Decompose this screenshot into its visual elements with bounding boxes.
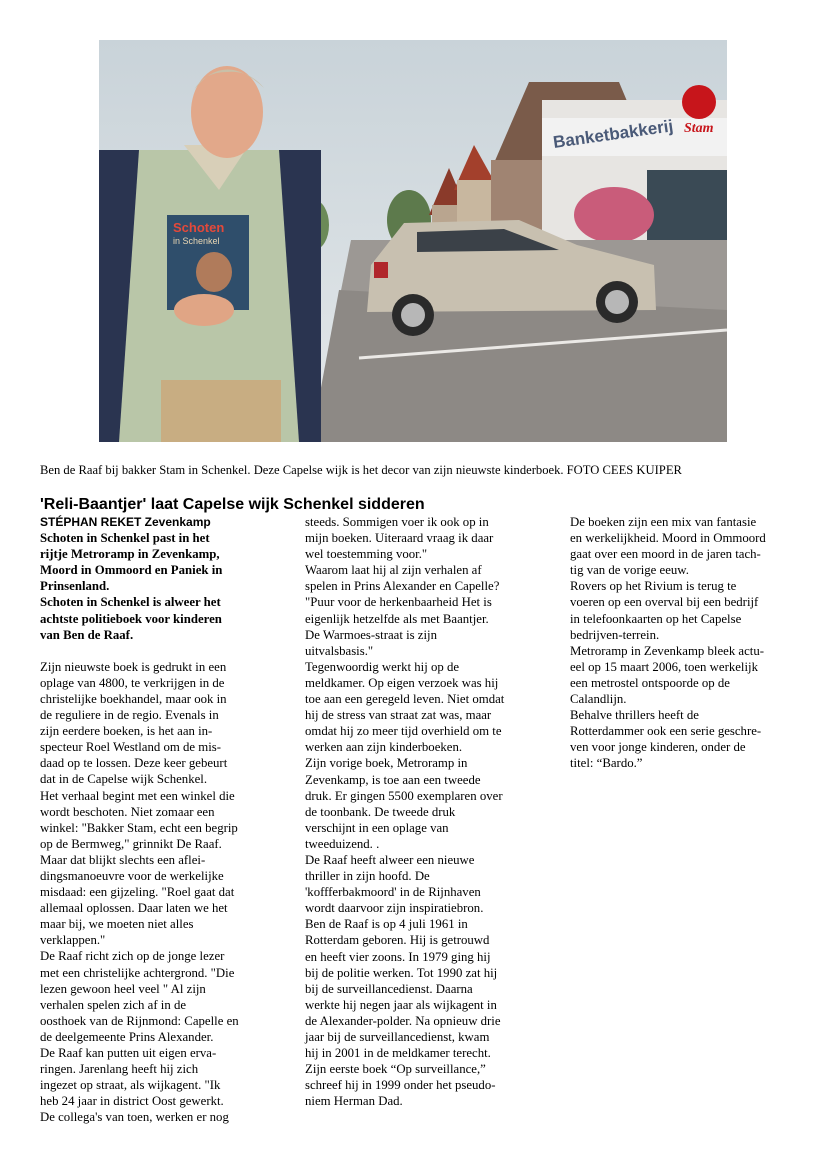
body-line: allemaal oplossen. Daar laten we het <box>40 901 228 916</box>
body-line: verschijnt in een oplage van <box>305 820 449 835</box>
body-line: De Warmoes-straat is zijn <box>305 627 437 642</box>
article-column-3 <box>570 514 795 772</box>
body-line: op de Bermweg," grinnikt De Raaf. <box>40 836 222 851</box>
body-line: zijn eerdere boeken, is het aan in- <box>40 724 213 739</box>
body-line: oplage van 4800, te verkrijgen in de <box>40 675 225 690</box>
body-line: 'koffferbakmoord' in de Rijnhaven <box>305 885 481 900</box>
body-line: dingsmanoeuvre voor de werkelijke <box>40 868 224 883</box>
book-subtitle: in Schenkel <box>173 236 220 246</box>
body-line: jaar bij de surveillancedienst, kwam <box>305 1030 490 1044</box>
body-line: misdaad: een gijzeling. "Roel gaat dat <box>40 885 235 900</box>
body-line: eigenlijk hetzelfde als met Baantjer. <box>305 611 489 626</box>
body-line: titel: “Bardo.” <box>570 756 643 771</box>
body-line: hij in 2001 in de meldkamer terecht. <box>305 1046 491 1061</box>
body-line: de Alexander-polder. Na opnieuw drie <box>305 1013 501 1028</box>
body-line: ingezet op straat, als wijkagent. "Ik <box>40 1078 221 1093</box>
body-line: Calandlijn. <box>570 692 627 707</box>
body-line: bedrijven-terrein. <box>570 627 660 642</box>
body-line: Zijn eerste boek “Op surveillance,” <box>305 1062 486 1077</box>
body-line: Ben de Raaf is op 4 juli 1961 in <box>305 917 468 932</box>
body-line: "Puur voor de herkenbaarheid Het is <box>305 595 492 610</box>
photo-illustration <box>99 40 727 442</box>
byline: STÉPHAN REKET Zevenkamp <box>40 515 211 529</box>
body-line: schreef hij in 1999 onder het pseudo- <box>305 1078 496 1093</box>
body-line: dat in de Capelse wijk Schenkel. <box>40 772 208 787</box>
body-line: lezen gewoon heel veel " Al zijn <box>40 981 206 996</box>
body-line: mijn boeken. Uiteraard vraag ik daar <box>305 531 494 546</box>
body-line: daad op te lossen. Deze keer gebeurt <box>40 756 228 771</box>
body-line: wordt daarvoor zijn inspiratiebron. <box>305 901 484 916</box>
body-line: meldkamer. Op eigen verzoek was hij <box>305 675 499 690</box>
body-line: Behalve thrillers heeft de <box>570 708 699 723</box>
article-column-2 <box>305 514 530 1109</box>
body-line: niem Herman Dad. <box>305 1094 403 1109</box>
body-line: bij de surveillancedienst. Daarna <box>305 981 473 996</box>
lead-line: van Ben de Raaf. <box>40 627 134 642</box>
body-line: Tegenwoordig werkt hij op de <box>305 659 460 674</box>
article-headline: 'Reli-Baantjer' laat Capelse wijk Schenkel sidderen <box>40 496 425 513</box>
body-line: christelijke boekhandel, maar ook in <box>40 691 227 706</box>
body-line: oosthoek van de Rijnmond: Capelle en <box>40 1013 239 1028</box>
body-line: ringen. Jarenlang heeft hij zich <box>40 1062 199 1077</box>
body-line: druk. Er gingen 5500 exemplaren over <box>305 788 503 803</box>
body-line: De collega's van toen, werken er nog <box>40 1110 229 1125</box>
body-line: met een christelijke achtergrond. "Die <box>40 965 235 980</box>
body-line: gaat over een moord in de jaren tach- <box>570 547 761 562</box>
article-column-1 <box>40 514 265 1125</box>
body-line: de reguliere in de regio. Evenals in <box>40 708 219 723</box>
lead-line: Schoten in Schenkel past in het <box>40 531 210 546</box>
body-line: thriller in zijn hoofd. De <box>305 869 430 884</box>
lead-line: Prinsenland. <box>40 579 110 594</box>
body-line: en heeft vier zoons. In 1979 ging hij <box>305 949 491 964</box>
body-line: Waarom laat hij al zijn verhalen af <box>305 563 482 578</box>
body-line: werkte hij negen jaar als wijkagent in <box>305 997 497 1012</box>
article-photo <box>99 40 727 442</box>
body-line: in telefoonkaarten op het Capelse <box>570 611 742 626</box>
lead-line: Schoten in Schenkel is alweer het <box>40 595 221 610</box>
body-line: een metrostel ontspoorde op de <box>570 675 730 690</box>
body-line: werken aan zijn kinderboeken. <box>305 740 463 755</box>
body-line: heb 24 jaar in district Oost gewerkt. <box>40 1094 224 1109</box>
body-line: bij de politie werken. Tot 1990 zat hij <box>305 965 498 980</box>
body-line: Rotterdammer ook een serie geschre- <box>570 724 762 739</box>
body-line: De Raaf kan putten uit eigen erva- <box>40 1046 217 1060</box>
body-line: Maar dat blijkt slechts een aflei- <box>40 852 206 867</box>
body-line: tig van de vorige eeuw. <box>570 563 689 578</box>
body-line: omdat hij zo meer tijd overhield om te <box>305 724 502 739</box>
photo-caption: Ben de Raaf bij bakker Stam in Schenkel. Deze Capelse wijk is het decor van zijn nieuwste kinderboek. FOTO CEES KUIPER <box>40 463 682 477</box>
body-line: winkel: "Bakker Stam, echt een begrip <box>40 820 238 835</box>
paragraph-gap <box>40 643 265 659</box>
body-line: uitvalsbasis." <box>305 643 374 658</box>
shop-logo: Stam <box>684 121 714 136</box>
body-line: Zijn nieuwste boek is gedrukt in een <box>40 659 227 674</box>
body-line: de toonbank. De tweede druk <box>305 804 456 819</box>
body-line: spelen in Prins Alexander en Capelle? <box>305 579 500 594</box>
body-line: hij de stress van straat zat was, maar <box>305 708 492 723</box>
body-line: verklappen." <box>40 933 106 948</box>
body-line: Zijn vorige boek, Metroramp in <box>305 756 468 771</box>
body-line: steeds. Sommigen voer ik ook op in <box>305 515 489 529</box>
body-line: Zevenkamp, is toe aan een tweede <box>305 772 481 787</box>
body-line: en werkelijkheid. Moord in Ommoord <box>570 531 766 546</box>
body-line: De Raaf heeft alweer een nieuwe <box>305 852 475 867</box>
lead-line: Moord in Ommoord en Paniek in <box>40 563 223 578</box>
body-line: toe aan een geregeld leven. Niet omdat <box>305 692 505 707</box>
body-line: tweeduizend. . <box>305 836 380 851</box>
body-line: wordt beschoten. Niet zomaar een <box>40 804 215 819</box>
body-line: eel op 15 maart 2006, toen werkelijk <box>570 659 758 674</box>
body-line: verhalen spelen zich af in de <box>40 997 187 1012</box>
body-line: voeren op een overval bij een bedrijf <box>570 595 759 610</box>
body-line: specteur Roel Westland om de mis- <box>40 740 222 755</box>
body-line: De boeken zijn een mix van fantasie <box>570 515 757 529</box>
body-line: Rotterdam geboren. Hij is getrouwd <box>305 933 490 948</box>
lead-line: rijtje Metroramp in Zevenkamp, <box>40 547 220 562</box>
body-line: De Raaf richt zich op de jonge lezer <box>40 949 225 964</box>
body-line: ven voor jonge kinderen, onder de <box>570 740 746 755</box>
book-title: Schoten <box>173 220 225 235</box>
shop-sign: Banketbakkerij <box>551 116 675 152</box>
body-line: de deelgemeente Prins Alexander. <box>40 1029 214 1044</box>
body-line: Metroramp in Zevenkamp bleek actu- <box>570 643 765 658</box>
lead-paragraph <box>40 530 265 643</box>
body-line: Het verhaal begint met een winkel die <box>40 788 235 803</box>
body-line: wel toestemming voor." <box>305 547 428 562</box>
body-line: maar bij, we moeten niet alles <box>40 917 194 932</box>
body-line: Rovers op het Rivium is terug te <box>570 579 737 594</box>
lead-line: achtste politieboek voor kinderen <box>40 611 222 626</box>
